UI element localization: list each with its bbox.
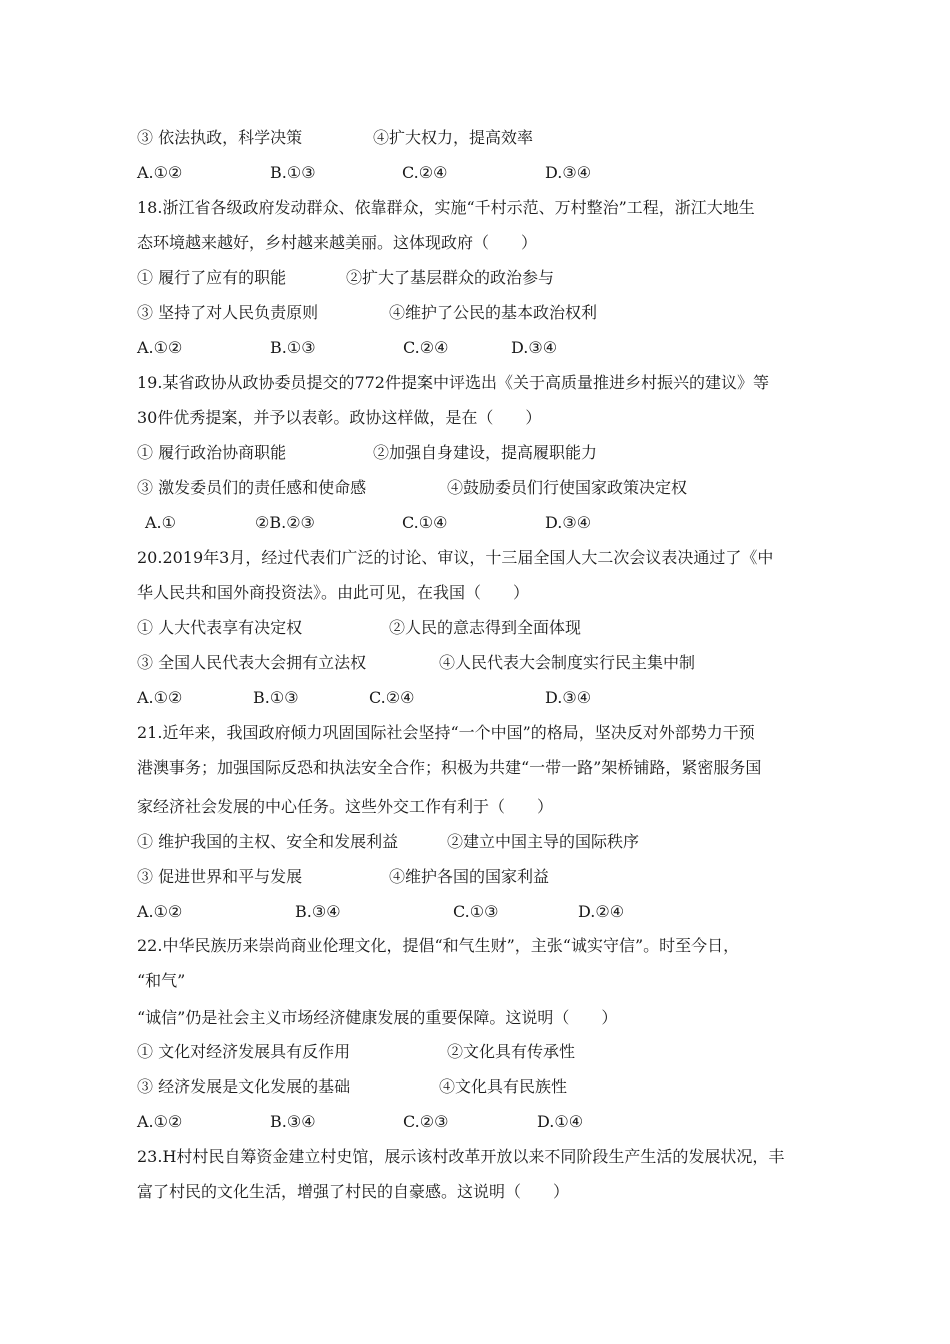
choice-b: B.①③ bbox=[253, 688, 299, 707]
choice-b: B.①③ bbox=[270, 163, 316, 182]
choice-c: C.②④ bbox=[369, 688, 415, 707]
choice-b: B.①③ bbox=[270, 338, 316, 357]
option-text: ③ 依法执政，科学决策 bbox=[137, 128, 303, 147]
option-text: ④维护了公民的基本政治权利 bbox=[389, 303, 598, 322]
option-text: ③ 经济发展是文化发展的基础 bbox=[137, 1077, 351, 1096]
choice-d: D.①④ bbox=[537, 1112, 584, 1131]
choice-a: A.①② bbox=[137, 688, 183, 707]
option-text: ① 履行政治协商职能 bbox=[137, 443, 287, 462]
choice-d: D.③④ bbox=[545, 513, 592, 532]
choice-d: D.③④ bbox=[511, 338, 558, 357]
option-text: ②建立中国主导的国际秩序 bbox=[447, 832, 640, 851]
choice-b: B.③④ bbox=[295, 902, 341, 921]
question-23-stem: 23.H村村民自筹资金建立村史馆，展示该村改革开放以来不同阶段生产生活的发展状况，丰 bbox=[137, 1147, 785, 1166]
choice-a: A.①② bbox=[137, 163, 183, 182]
choice-d: D.③④ bbox=[545, 688, 592, 707]
option-text: ②人民的意志得到全面体现 bbox=[389, 618, 582, 637]
question-20-stem: 20.2019年3月，经过代表们广泛的讨论、审议，十三届全国人大二次会议表决通过了《中 bbox=[137, 548, 774, 567]
option-text: ③ 促进世界和平与发展 bbox=[137, 867, 303, 886]
question-23-stem: 富了村民的文化生活，增强了村民的自豪感。这说明（ ） bbox=[137, 1182, 570, 1201]
choice-c: C.①③ bbox=[453, 902, 499, 921]
question-18-stem: 态环境越来越好，乡村越来越美丽。这体现政府（ ） bbox=[137, 233, 538, 252]
choice-c: C.②④ bbox=[403, 338, 449, 357]
choice-a: A.① bbox=[145, 513, 176, 532]
choice-b: ②B.②③ bbox=[255, 513, 315, 532]
choice-d: D.②④ bbox=[578, 902, 625, 921]
choice-a: A.①② bbox=[137, 902, 183, 921]
question-19-stem: 30件优秀提案，并予以表彰。政协这样做，是在（ ） bbox=[137, 408, 542, 427]
question-22-stem: “诚信”仍是社会主义市场经济健康发展的重要保障。这说明（ ） bbox=[137, 1008, 618, 1027]
choice-c: C.①④ bbox=[402, 513, 448, 532]
question-22-stem: 22.中华民族历来崇尚商业伦理文化，提倡“和气生财”，主张“诚实守信”。时至今日， bbox=[137, 936, 740, 955]
question-21-stem: 家经济社会发展的中心任务。这些外交工作有利于（ ） bbox=[137, 797, 554, 816]
option-text: ②扩大了基层群众的政治参与 bbox=[346, 268, 555, 287]
option-text: ③ 激发委员们的责任感和使命感 bbox=[137, 478, 367, 497]
question-18-stem: 18.浙江省各级政府发动群众、依靠群众，实施“千村示范、万村整治”工程，浙江大地生 bbox=[137, 198, 755, 217]
choice-d: D.③④ bbox=[545, 163, 592, 182]
choice-b: B.③④ bbox=[270, 1112, 316, 1131]
option-text: ④扩大权力，提高效率 bbox=[373, 128, 534, 147]
question-20-stem: 华人民共和国外商投资法》。由此可见，在我国（ ） bbox=[137, 583, 530, 602]
choice-c: C.②③ bbox=[403, 1112, 449, 1131]
choice-a: A.①② bbox=[137, 338, 183, 357]
option-text: ① 履行了应有的职能 bbox=[137, 268, 287, 287]
option-text: ① 人大代表享有决定权 bbox=[137, 618, 303, 637]
question-21-stem: 21.近年来，我国政府倾力巩固国际社会坚持“一个中国”的格局，坚决反对外部势力干预 bbox=[137, 723, 755, 742]
question-22-stem: “和气” bbox=[137, 971, 186, 990]
question-19-stem: 19.某省政协从政协委员提交的772件提案中评选出《关于高质量推进乡村振兴的建议》等 bbox=[137, 373, 769, 392]
option-text: ④人民代表大会制度实行民主集中制 bbox=[439, 653, 696, 672]
option-text: ③ 全国人民代表大会拥有立法权 bbox=[137, 653, 367, 672]
option-text: ②文化具有传承性 bbox=[447, 1042, 576, 1061]
option-text: ① 文化对经济发展具有反作用 bbox=[137, 1042, 351, 1061]
option-text: ④鼓励委员们行使国家政策决定权 bbox=[447, 478, 688, 497]
choice-a: A.①② bbox=[137, 1112, 183, 1131]
choice-c: C.②④ bbox=[402, 163, 448, 182]
option-text: ④文化具有民族性 bbox=[439, 1077, 568, 1096]
option-text: ③ 坚持了对人民负责原则 bbox=[137, 303, 319, 322]
option-text: ① 维护我国的主权、安全和发展利益 bbox=[137, 832, 399, 851]
question-21-stem: 港澳事务；加强国际反恐和执法安全合作；积极为共建“一带一路”架桥铺路，紧密服务国 bbox=[137, 758, 762, 777]
option-text: ②加强自身建设，提高履职能力 bbox=[373, 443, 598, 462]
option-text: ④维护各国的国家利益 bbox=[389, 867, 550, 886]
